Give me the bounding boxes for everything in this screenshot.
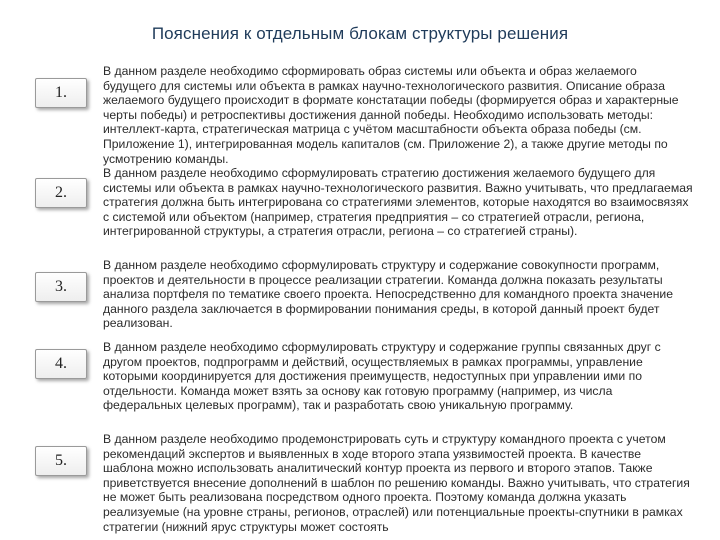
block-text-4: В данном разделе необходимо сформулировать структуру и содержание группы связанных друг с другом проектов, подпрограмм и действий, осуществляемых в рамках программы, управление которыми координируется для достижения преимуществ, недоступных при управлении ими по отдельности. Команда может взять за основу как готовую программу (например, из числа федеральных целевых программ), так и разработать свою уникальную программу. — [103, 340, 661, 413]
block-number-4: 4. — [35, 349, 87, 379]
block-number-2: 2. — [35, 178, 87, 208]
block-text-3: В данном разделе необходимо сформулировать структуру и содержание совокупности программ, проектов и деятельности в процессе реализации стратегии. Команда должна показать результаты анализа портфеля по тематике своего проекта. Непосредственно для командного проекта значение данного раздела заключается в формировании понимания среды, в которой данный проект будет реализован. — [103, 258, 674, 331]
block-number-5: 5. — [35, 446, 87, 476]
block-text-5: В данном разделе необходимо продемонстрировать суть и структуру командного проекта с учетом рекомендаций экспертов и выявленных в ходе второго этапа уязвимостей проекта. В качестве шаблона можно использовать аналитический контур проекта из первого и второго этапов. Также приветствуется внесение дополнений в шаблон по решению команды. Важно учитывать, что стратегия не может быть реализована посредством одного проекта. Поэтому команда должна указать реализуемые (на уровне страны, регионов, отраслей) или потенциальные проекты-спутники в рамках стратегии (нижний ярус структуры может состоять — [103, 432, 690, 534]
block-number-3: 3. — [35, 272, 87, 302]
page-title: Пояснения к отдельным блокам структуры решения — [151, 24, 569, 43]
block-text-2: В данном разделе необходимо сформулировать стратегию достижения желаемого будущего для системы или объекта в рамках научно-технологического развития. Важно учитывать, что предлагаемая стратегия должна быть интегрирована со стратегиями элементов, которые находятся во взаимосвязях с системой или объектом (например, стратегия предприятия – со стратегией отрасли, региона, интегрированной структуры, а стратегия отрасли, региона – со стратегией страны). — [103, 166, 693, 239]
block-number-1: 1. — [35, 78, 87, 108]
block-text-1: В данном разделе необходимо сформировать образ системы или объекта и образ желаемого будущего для системы или объекта в рамках научно-технологического развития. Описание образа желаемого будущего происходит в формате констатации победы (формируется образ и характерные черты победы) и ретроспективы достижения данной победы. Необходимо использовать методы: интеллект-карта, стратегическая матрица с учётом масштабности объекта образа победы (см. Приложение 1), интегрированная модель капиталов (см. Приложение 2), а также другие методы по усмотрению команды. — [103, 64, 679, 166]
